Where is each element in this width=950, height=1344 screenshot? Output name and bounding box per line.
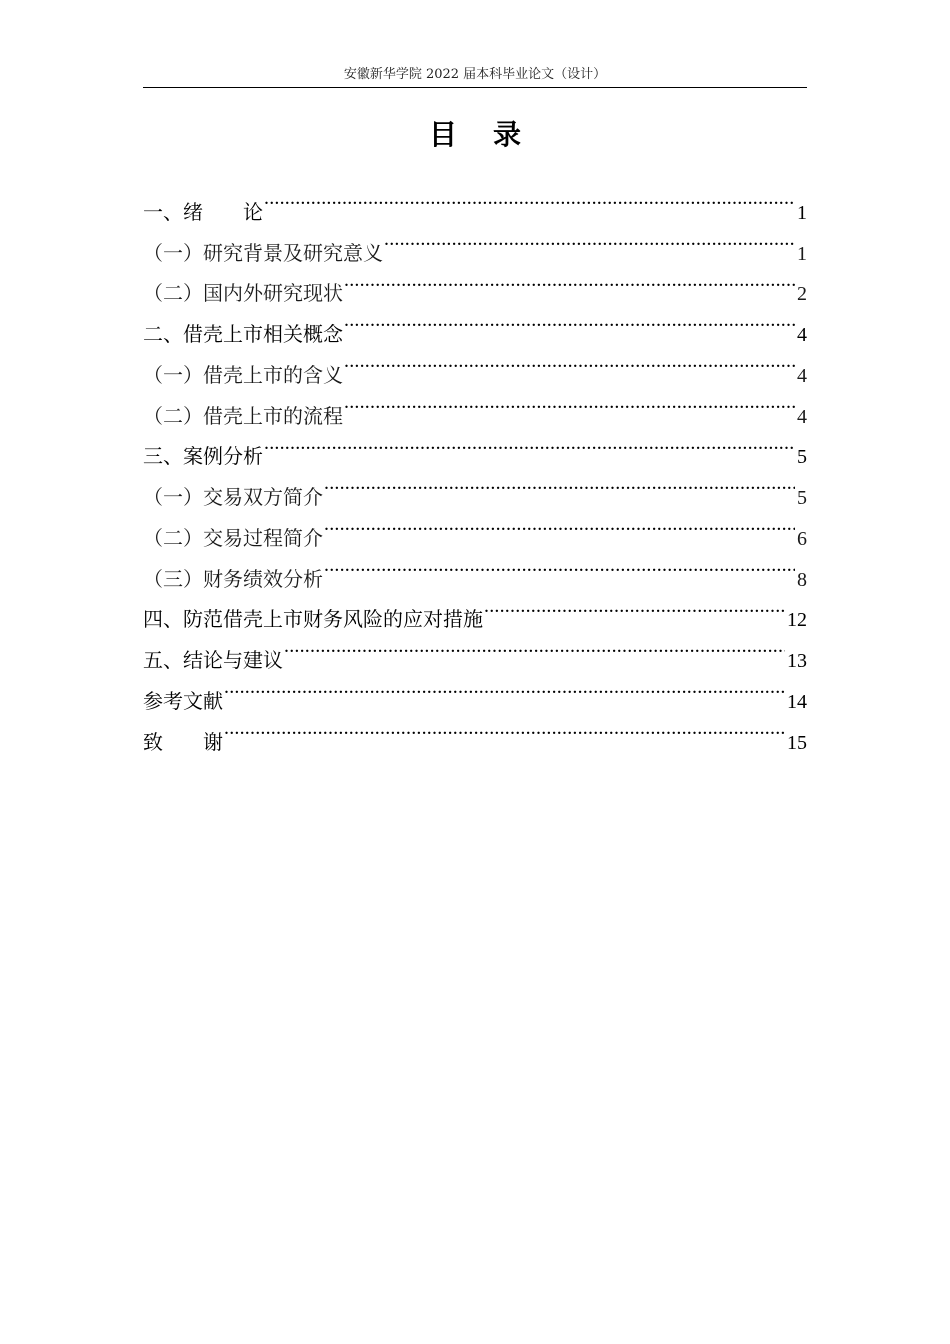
toc-title: 目录 <box>428 118 557 151</box>
toc-entry-text: 四、防范借壳上市财务风险的应对措施 <box>143 607 483 632</box>
toc-dot-leader <box>224 708 785 749</box>
toc-entry[interactable] <box>143 178 807 224</box>
toc-entry[interactable] <box>143 708 807 754</box>
toc-dot-leader <box>284 626 785 667</box>
toc-page-number: 8 <box>797 568 807 591</box>
toc-entry-text: （二）借壳上市的流程 <box>143 403 343 428</box>
toc-page-number: 13 <box>787 650 807 672</box>
toc-entry-text: （二）国内外研究现状 <box>143 281 343 306</box>
toc-page-number: 12 <box>787 609 807 632</box>
toc-page-number: 6 <box>797 527 807 550</box>
toc-entry-text: 五、结论与建议 <box>143 648 283 672</box>
toc-dot-leader <box>324 545 795 586</box>
toc-page-number: 15 <box>787 731 807 754</box>
header-divider <box>143 87 807 88</box>
toc-page-number: 4 <box>797 405 807 428</box>
toc-dot-leader <box>344 382 795 423</box>
toc-page-number: 1 <box>797 201 807 224</box>
toc-page-number: 5 <box>797 446 807 469</box>
toc-entry-text: （一）借壳上市的含义 <box>143 362 343 387</box>
toc-entry-text: 一、绪 论 <box>143 199 263 224</box>
toc-entry-text: （一）研究背景及研究意义 <box>143 240 383 265</box>
toc-dot-leader <box>344 260 795 301</box>
toc-entry-text: （三）财务绩效分析 <box>143 566 323 591</box>
toc-entry-text: 参考文献 <box>143 688 223 713</box>
toc-dot-leader <box>344 300 795 341</box>
toc-entry-text: （一）交易双方简介 <box>143 485 323 509</box>
toc-dot-leader <box>344 341 795 382</box>
toc-dot-leader <box>484 586 785 627</box>
toc-entry[interactable] <box>143 667 807 713</box>
toc-entry-text: 二、借壳上市相关概念 <box>143 322 343 346</box>
page-header: 安徽新华学院 2022 届本科毕业论文（设计） <box>343 67 607 82</box>
toc-entry-text: 致 谢 <box>143 729 223 754</box>
toc-entry-text: 三、案例分析 <box>143 444 263 469</box>
toc-page-number: 1 <box>797 242 807 265</box>
toc-page-number: 2 <box>797 283 807 306</box>
toc-page-number: 14 <box>787 690 807 713</box>
toc-dot-leader <box>264 423 795 464</box>
toc-entry-text: （二）交易过程简介 <box>143 525 323 550</box>
toc-page-number: 4 <box>797 364 807 387</box>
table-of-contents <box>143 178 807 754</box>
toc-dot-leader <box>224 667 785 708</box>
toc-dot-leader <box>324 463 795 504</box>
toc-dot-leader <box>324 504 795 545</box>
toc-page-number: 4 <box>797 324 807 346</box>
toc-page-number: 5 <box>797 487 807 509</box>
toc-dot-leader <box>384 219 795 260</box>
toc-dot-leader <box>264 178 795 219</box>
